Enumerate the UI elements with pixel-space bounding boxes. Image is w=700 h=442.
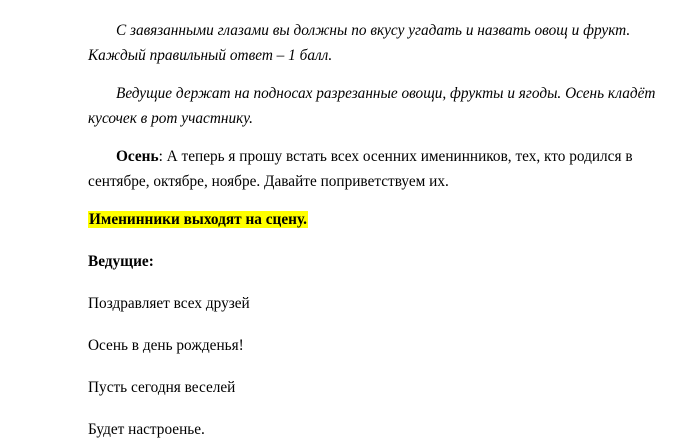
speech-text: А теперь я прошу встать всех осенних именинников, тех, кто родился в сентябре, октябре, ноябре. Давайте поприветствуем их. [88, 148, 633, 190]
speech-separator: : [158, 148, 167, 165]
verse-line: Пусть сегодня веселей [88, 379, 236, 396]
verse-line: Поздравляет всех друзей [88, 295, 250, 312]
paragraph-speech [88, 144, 660, 194]
paragraph-intro-task: С завязанными глазами вы должны по вкусу угадать и назвать овощ и фрукт. Каждый правильный ответ – 1 балл. [88, 22, 631, 64]
stage-direction-text: Именинники выходят на сцену. [89, 211, 307, 228]
stage-direction [88, 207, 660, 232]
verse-line: Будет настроенье. [88, 421, 205, 438]
hosts-label: Ведущие: [88, 253, 154, 270]
verse-line: Осень в день рожденья! [88, 337, 244, 354]
speaker-name: Осень [116, 148, 159, 165]
paragraph-hosts-action: Ведущие держат на подносах разрезанные овощи, фрукты и ягоды. Осень кладёт кусочек в рот участнику. [88, 85, 656, 127]
